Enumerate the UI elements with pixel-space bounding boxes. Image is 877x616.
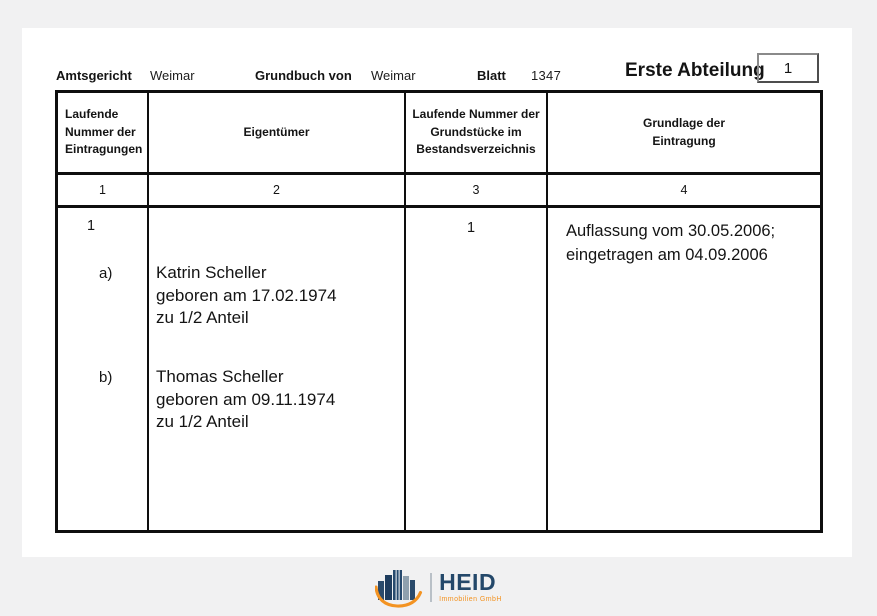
owner-b-name: Thomas Scheller (156, 367, 284, 386)
logo-text (439, 571, 502, 603)
owner-a-birthdate: geboren am 17.02.1974 (156, 285, 337, 305)
court-label: Amtsgericht (56, 68, 132, 83)
footer-logo (0, 562, 877, 612)
section-number-box (757, 53, 819, 83)
basis-line-2: eingetragen am 04.09.2006 (566, 246, 768, 264)
basis-line-1: Auflassung vom 30.05.2006; (566, 222, 776, 240)
column-number-3: 3 (406, 175, 548, 208)
cell-parcel-number (406, 208, 548, 530)
column-header-parcel-number: Laufende Nummer der Grundstücke im Bestandsverzeichnis (406, 93, 548, 175)
entry-running-number: 1 (87, 218, 96, 234)
cell-basis (548, 208, 820, 530)
heid-buildings-icon (375, 566, 423, 608)
cell-running-number (58, 208, 149, 530)
sheet-number: 1347 (531, 68, 562, 83)
column-number-4: 4 (548, 175, 820, 208)
logo-subtitle: Immobilien GmbH (439, 596, 502, 603)
owner-index-a: a) (99, 265, 113, 282)
column-number-2: 2 (149, 175, 406, 208)
owner-b-birthdate: geboren am 09.11.1974 (156, 389, 336, 409)
sheet-label: Blatt (477, 68, 506, 83)
entry-parcel-number: 1 (466, 220, 476, 236)
grundbuch-page (22, 28, 852, 557)
owner-index-b: b) (99, 369, 113, 386)
column-header-running-number: Laufende Nummer der Eintragungen (58, 93, 149, 175)
column-header-owner: Eigentümer (149, 93, 406, 175)
owner-a-name: Katrin Scheller (156, 263, 267, 282)
owner-b-details (156, 366, 335, 434)
section-title: Erste Abteilung (625, 60, 765, 81)
register-value: Weimar (371, 68, 416, 83)
column-number-1: 1 (58, 175, 149, 208)
logo-divider (430, 573, 432, 602)
column-header-basis: Grundlage der Eintragung (548, 93, 820, 175)
register-label: Grundbuch von (255, 68, 352, 83)
owner-a-details (156, 262, 337, 330)
court-value: Weimar (150, 68, 195, 83)
entry-basis (566, 219, 775, 267)
cell-owners (149, 208, 406, 530)
owner-b-share: zu 1/2 Anteil (156, 412, 249, 431)
owner-a-share: zu 1/2 Anteil (156, 308, 249, 327)
register-table (55, 90, 823, 533)
logo-brand: HEID (439, 569, 497, 595)
section-number: 1 (783, 59, 793, 77)
